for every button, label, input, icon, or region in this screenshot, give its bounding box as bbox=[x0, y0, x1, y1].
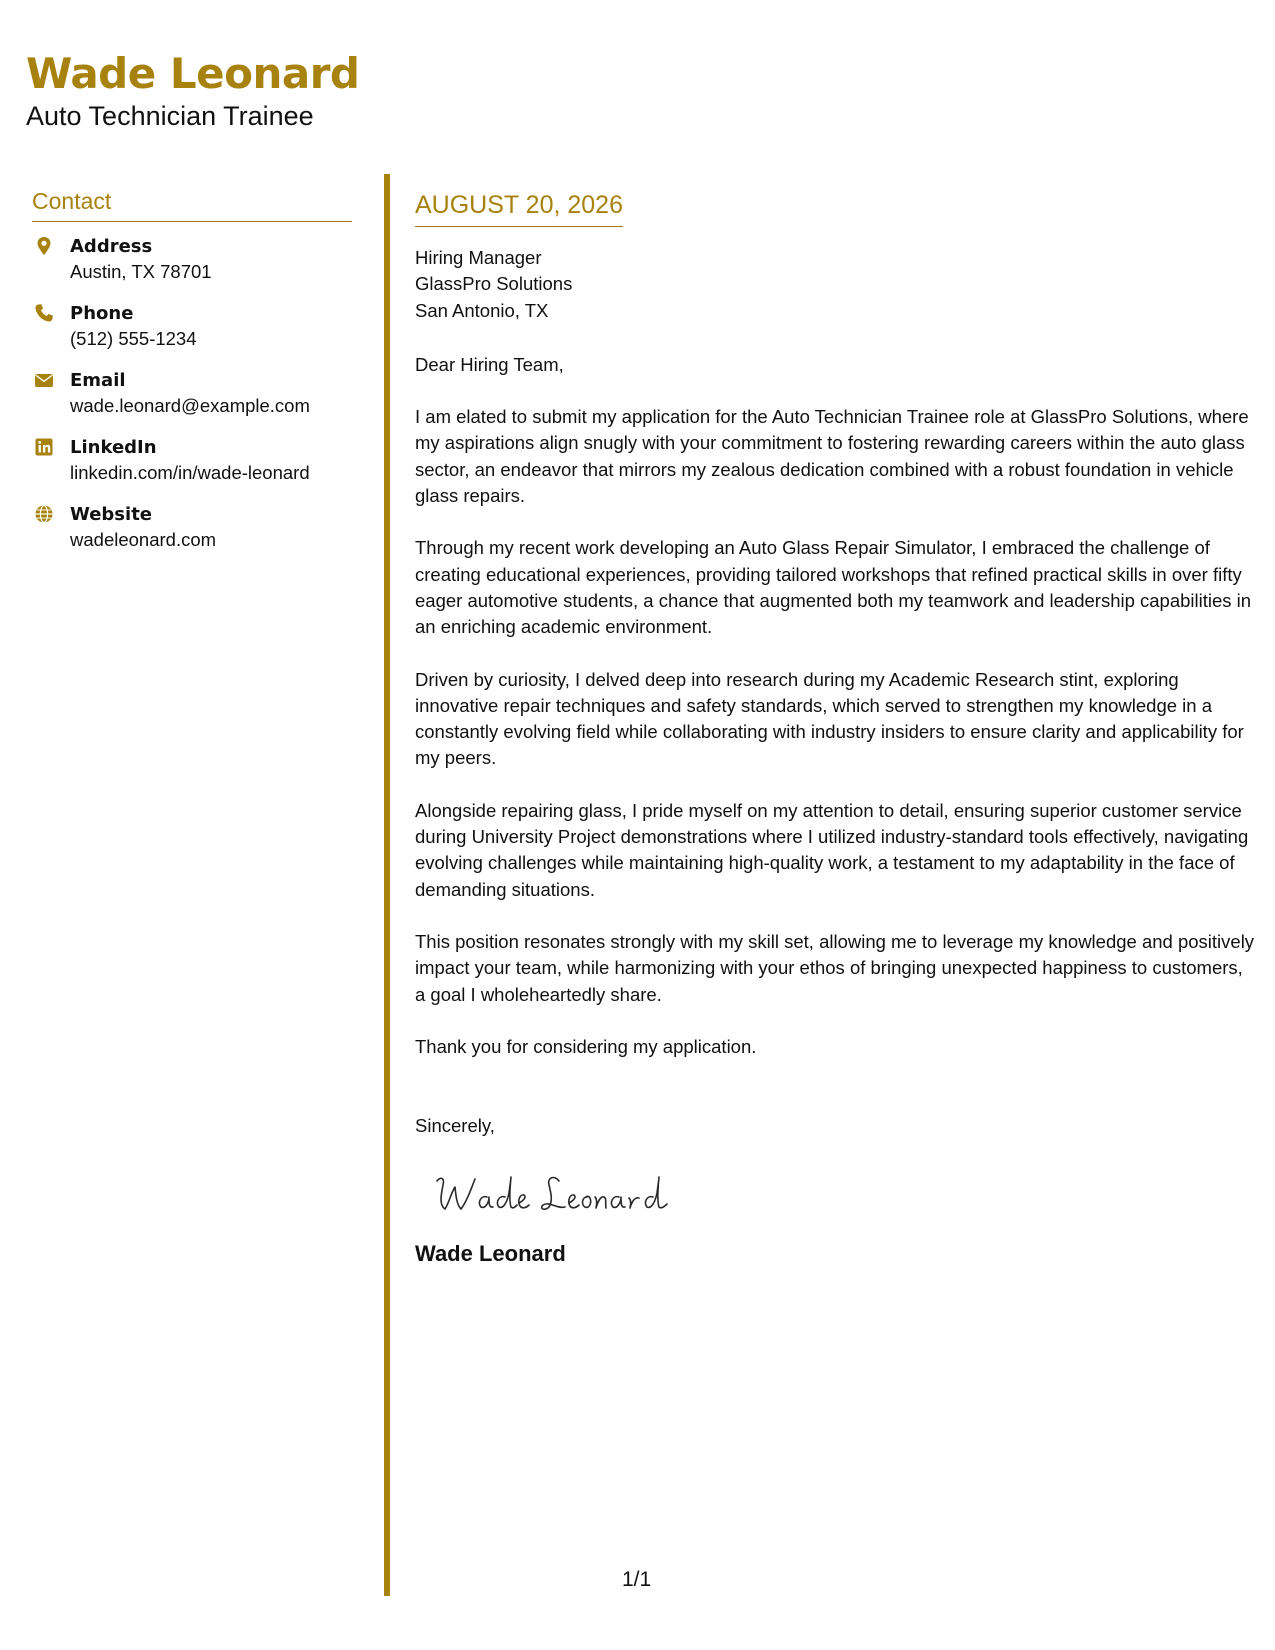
body-paragraph: Driven by curiosity, I delved deep into research during my Academic Research stint, exploring innovative repair techniques and safety standards, which served to strengthen my knowledge in a constantly evolving field while collaborating with industry insiders to ensure clarity and applicability for my peers. bbox=[415, 668, 1244, 769]
body-paragraph: Alongside repairing glass, I pride myself on my attention to detail, ensuring superior customer service during University Project demonstrations where I utilized industry-standard tools effectively, navigating evolving challenges while maintaining high-quality work, a testament to my adaptability in the face of demanding situations. bbox=[415, 799, 1249, 900]
map-pin-icon bbox=[34, 236, 54, 256]
phone-icon bbox=[34, 303, 54, 323]
job-title: Auto Technician Trainee bbox=[26, 101, 314, 131]
body-paragraph: Through my recent work developing an Auto Glass Repair Simulator, I embraced the challenge of creating educational experiences, providing tailored workshops that refined practical skills in over fifty eager automotive students, a chance that augmented both my teamwork and leadership capabilities in an enriching academic environment. bbox=[415, 537, 1252, 638]
email-value[interactable]: wade.leonard@example.com bbox=[70, 395, 310, 416]
letter-body bbox=[415, 190, 1255, 1268]
closing: Sincerely, bbox=[415, 1115, 495, 1137]
website-value[interactable]: wadeleonard.com bbox=[70, 529, 217, 550]
envelope-icon bbox=[34, 370, 54, 390]
body-paragraph: Thank you for considering my application. bbox=[415, 1035, 757, 1057]
linkedin-value[interactable]: linkedin.com/in/wade-leonard bbox=[70, 462, 310, 483]
linkedin-icon bbox=[34, 437, 54, 457]
column-divider bbox=[384, 174, 390, 1596]
recipient-line: San Antonio, TX bbox=[415, 299, 549, 321]
phone-value[interactable]: (512) 555-1234 bbox=[70, 328, 197, 349]
recipient-line: Hiring Manager bbox=[415, 247, 542, 268]
body-paragraph: I am elated to submit my application for the Auto Technician Trainee role at GlassPro Solutions, where my aspirations align snugly with your commitment to fostering rewarding careers within the auto glass sector, an endeavor that mirrors my zealous dedication combined with a robust foundation in vehicle glass repairs. bbox=[415, 406, 1249, 507]
body-paragraph: This position resonates strongly with my skill set, allowing me to leverage my knowledge and positively impact your team, while harmonizing with your ethos of bringing unexpected happiness to customers, a goal I wholeheartedly share. bbox=[415, 930, 1255, 1005]
salutation: Dear Hiring Team, bbox=[415, 353, 564, 375]
contact-label: Phone bbox=[70, 303, 134, 324]
globe-icon bbox=[34, 504, 54, 524]
contact-item-linkedin bbox=[32, 435, 352, 485]
applicant-name: Wade Leonard bbox=[26, 49, 360, 98]
signed-name: Wade Leonard bbox=[415, 1241, 566, 1267]
contact-label: LinkedIn bbox=[70, 437, 157, 458]
contact-item-address bbox=[32, 234, 352, 284]
letter-date: AUGUST 20, 2026 bbox=[415, 190, 623, 227]
contact-label: Address bbox=[70, 236, 153, 257]
recipient-block bbox=[415, 245, 1255, 324]
contact-sidebar bbox=[32, 188, 352, 569]
letter-header bbox=[26, 50, 359, 132]
contact-label: Website bbox=[70, 504, 153, 525]
recipient-line: GlassPro Solutions bbox=[415, 273, 573, 295]
contact-label: Email bbox=[70, 370, 126, 391]
page-number: 1/1 bbox=[622, 1568, 652, 1591]
handwritten-signature bbox=[431, 1167, 671, 1219]
contact-item-website bbox=[32, 502, 352, 552]
address-value: Austin, TX 78701 bbox=[70, 261, 212, 282]
contact-item-email bbox=[32, 368, 352, 418]
contact-heading: Contact bbox=[32, 188, 352, 222]
contact-item-phone bbox=[32, 301, 352, 351]
